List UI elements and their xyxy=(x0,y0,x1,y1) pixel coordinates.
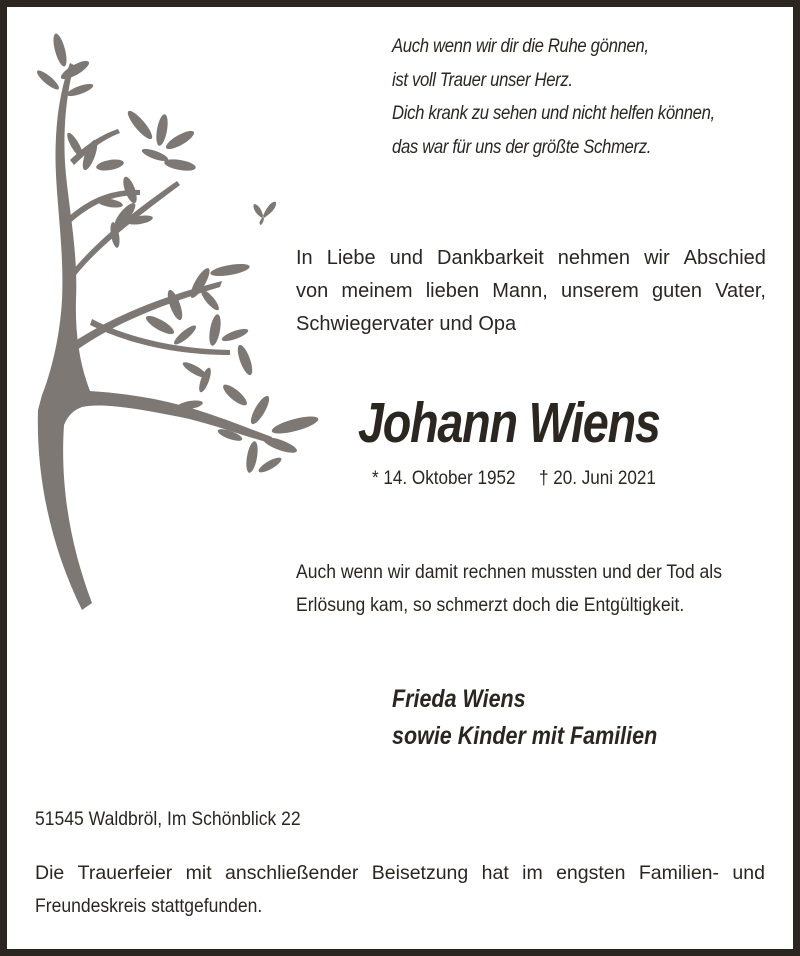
intro-word: In xyxy=(296,247,313,269)
life-dates xyxy=(372,468,656,490)
intro-word: von xyxy=(296,280,329,302)
intro-word: guten xyxy=(651,280,703,302)
intro-word: Abschied xyxy=(683,247,766,269)
intro-word: Liebe xyxy=(326,247,376,269)
butterfly-icon xyxy=(253,202,276,225)
intro-word: und xyxy=(389,247,424,269)
mourner-line: sowie Kinder mit Familien xyxy=(392,722,658,750)
intro-line-3: Schwiegervater und Opa xyxy=(296,313,517,335)
intro-word: Dankbarkeit xyxy=(437,247,544,269)
death-date: † 20. Juni 2021 xyxy=(538,468,656,489)
note-word: engsten xyxy=(556,862,626,884)
address: 51545 Waldbröl, Im Schönblick 22 xyxy=(35,808,301,830)
note-word: und xyxy=(732,862,765,884)
funeral-note xyxy=(35,857,765,923)
poem xyxy=(392,30,782,164)
mourner-line: Frieda Wiens xyxy=(392,685,526,713)
note-word: mit xyxy=(185,862,212,884)
intro-word: lieben xyxy=(425,280,480,302)
poem-line: Auch wenn wir dir die Ruhe gönnen, xyxy=(392,36,649,57)
note-word: Familien- xyxy=(638,862,720,884)
note-word: Beisetzung xyxy=(371,862,469,884)
poem-line: ist voll Trauer unser Herz. xyxy=(392,69,573,91)
intro-text xyxy=(296,242,766,341)
relief-text xyxy=(296,556,776,622)
birth-date: * 14. Oktober 1952 xyxy=(372,468,516,489)
note-word: im xyxy=(522,862,543,884)
poem-line: Dich krank zu sehen und nicht helfen können, xyxy=(392,103,715,124)
note-word: Die xyxy=(35,862,65,884)
intro-word: meinem xyxy=(341,280,413,302)
poem-line: das war für uns der größte Schmerz. xyxy=(392,136,652,158)
funeral-note-line-2: Freundeskreis stattgefunden. xyxy=(35,895,263,917)
deceased-name: Johann Wiens xyxy=(358,391,660,455)
intro-word: Mann, xyxy=(492,280,548,302)
intro-line-2 xyxy=(296,275,766,308)
relief-line: Erlösung kam, so schmerzt doch die Entgültigkeit. xyxy=(296,594,685,616)
intro-line-1 xyxy=(296,242,766,275)
intro-word: nehmen xyxy=(557,247,631,269)
tree-illustration-icon xyxy=(30,25,330,625)
note-word: anschließender xyxy=(225,862,359,884)
intro-word: unserem xyxy=(561,280,639,302)
mourners xyxy=(392,681,700,755)
funeral-note-line-1 xyxy=(35,857,765,890)
relief-line: Auch wenn wir damit rechnen mussten und der Tod als xyxy=(296,561,722,583)
intro-word: wir xyxy=(644,247,670,269)
note-word: hat xyxy=(481,862,509,884)
note-word: Trauerfeier xyxy=(77,862,173,884)
intro-word: Vater, xyxy=(715,280,766,302)
